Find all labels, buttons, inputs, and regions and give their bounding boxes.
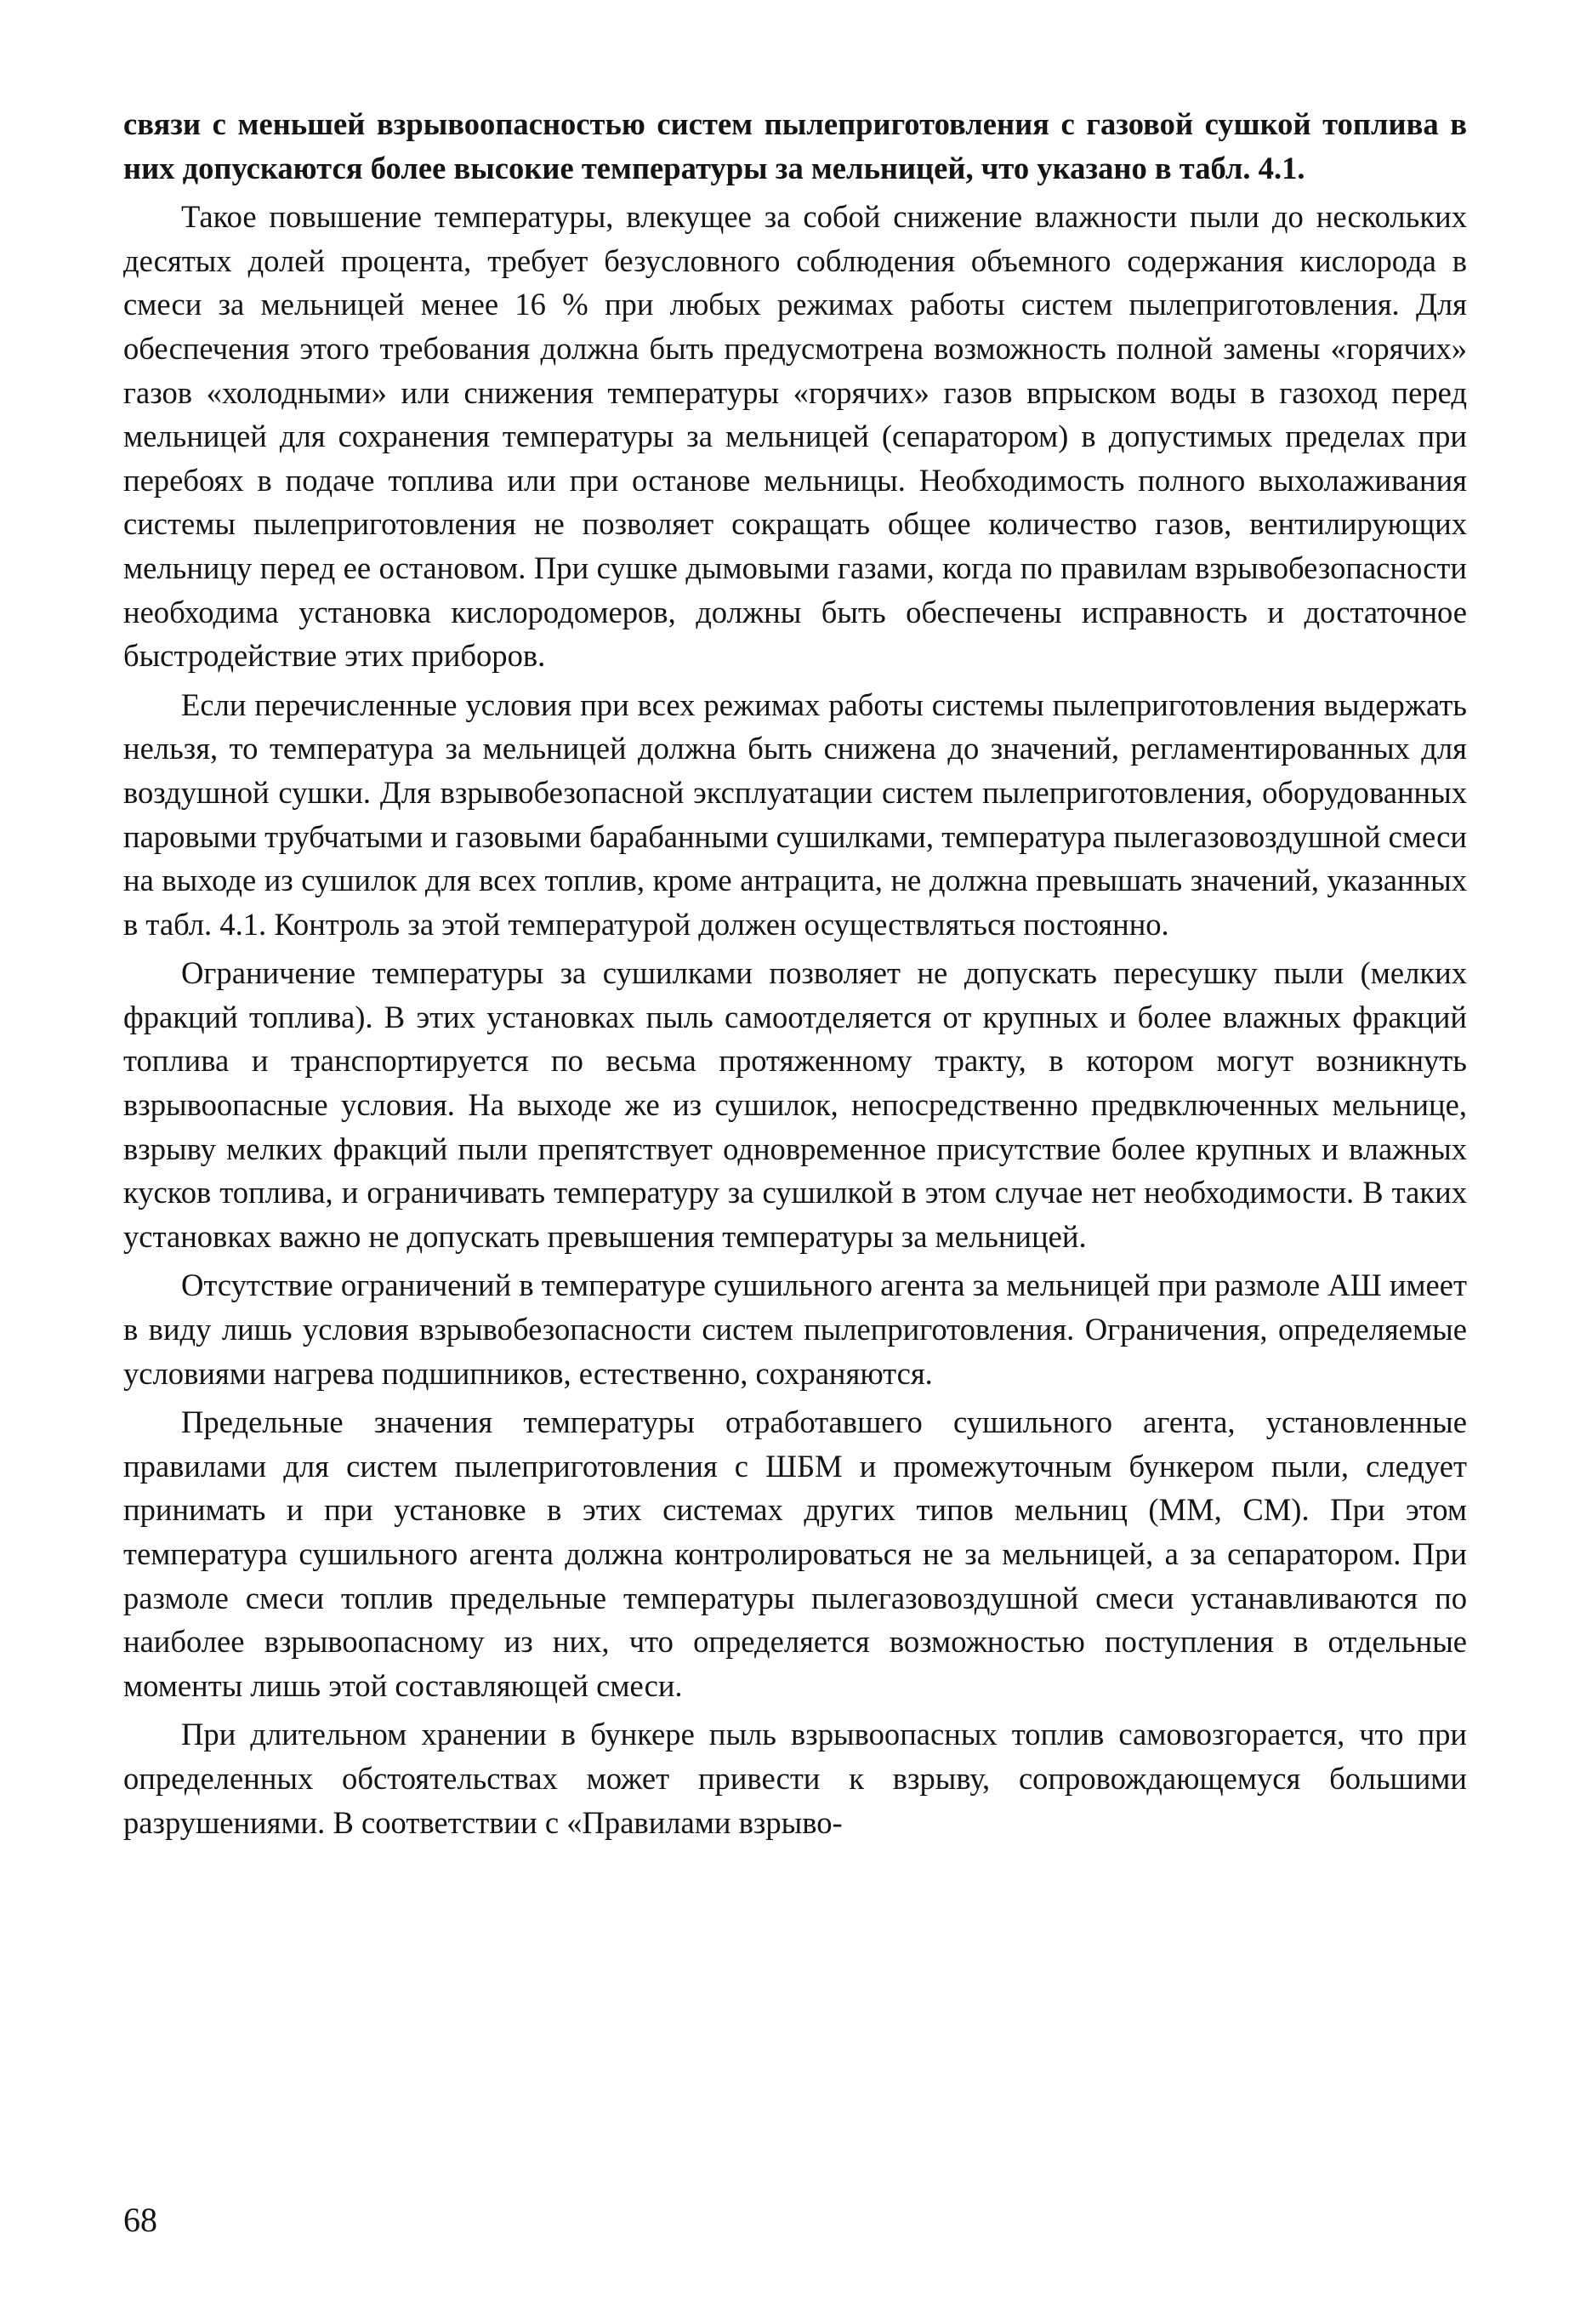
paragraph: Предельные значения температуры отработавшего сушильного агента, установленные правилами для систем пылеприготовления с ШБМ и промежуточным бункером пыли, следует принимать и при установке в этих системах других типов мельниц (ММ, СМ). При этом температура сушильного агента должна контролироваться не за мельницей, а за сепаратором. При размоле смеси топлив предельные температуры пылегазовоздушной смеси устанавливаются по наиболее взрывоопасному из них, что определяется возможностью поступления в отдельные моменты лишь этой составляющей смеси.	[123, 1404, 1467, 1703]
paragraph: Такое повышение температуры, влекущее за собой снижение влажности пыли до нескольких десятых долей процента, требует безусловного соблюдения объемного содержания кислорода в смеси за мельницей менее 16 % при любых режимах работы систем пылеприготовления. Для обеспечения этого требования должна быть предусмотрена возможность полной замены «горячих» газов «холодными» или снижения температуры «горячих» газов впрыском воды в газоход перед мельницей для сохранения температуры за мельницей (сепаратором) в допустимых пределах при перебоях в подаче топлива или при останове мельницы. Необходимость полного выхолаживания системы пылеприготовления не позволяет сокращать общее количество газов, вентилирующих мельницу перед ее остановом. При сушке дымовыми газами, когда по правилам взрывобезопасности необходима установка кислородомеров, должны быть обеспечены исправность и достаточное быстродействие этих приборов.	[123, 199, 1467, 674]
paragraph: Ограничение температуры за сушилками позволяет не допускать пересушку пыли (мелких фракций топлива). В этих установках пыль самоотделяется от крупных и более влажных фракций топлива и транспортируется по весьма протяженному тракту, в котором могут возникнуть взрывоопасные условия. На выходе же из сушилок, непосредственно предвключенных мельнице, взрыву мелких фракций пыли препятствует одновременное присутствие более крупных и влажных кусков топлива, и ограничивать температуру за сушилкой в этом случае нет необходимости. В таких установках важно не допускать превышения температуры за мельницей.	[123, 955, 1467, 1254]
paragraph-continuation: связи с меньшей взрывоопасностью систем пылеприготовления с газовой сушкой топлива в них допускаются более высокие температуры за мельницей, что указано в табл. 4.1.	[123, 106, 1467, 185]
paragraph: Если перечисленные условия при всех режимах работы системы пылеприготовления выдержать нельзя, то температура за мельницей должна быть снижена до значений, регламентированных для воздушной сушки. Для взрывобезопасной эксплуатации систем пылеприготовления, оборудованных паровыми трубчатыми и газовыми барабанными сушилками, температура пылегазовоздушной смеси на выходе из сушилок для всех топлив, кроме антрацита, не должна превышать значений, указанных в табл. 4.1. Контроль за этой температурой должен осуществляться постоянно.	[123, 686, 1467, 942]
paragraph: Отсутствие ограничений в температуре сушильного агента за мельницей при размоле АШ имеет в виду лишь условия взрывобезопасности систем пылеприготовления. Ограничения, определяемые условиями нагрева подшипников, естественно, сохраняются.	[123, 1267, 1467, 1391]
paragraph: При длительном хранении в бункере пыль взрывоопасных топлив самовозгорается, что при определенных обстоятельствах может привести к взрыву, сопровождающемуся большими разрушениями. В соответствии с «Правилами взрыво-	[123, 1717, 1467, 1840]
document-page	[123, 102, 1467, 2305]
page-number: 68	[123, 2201, 157, 2239]
